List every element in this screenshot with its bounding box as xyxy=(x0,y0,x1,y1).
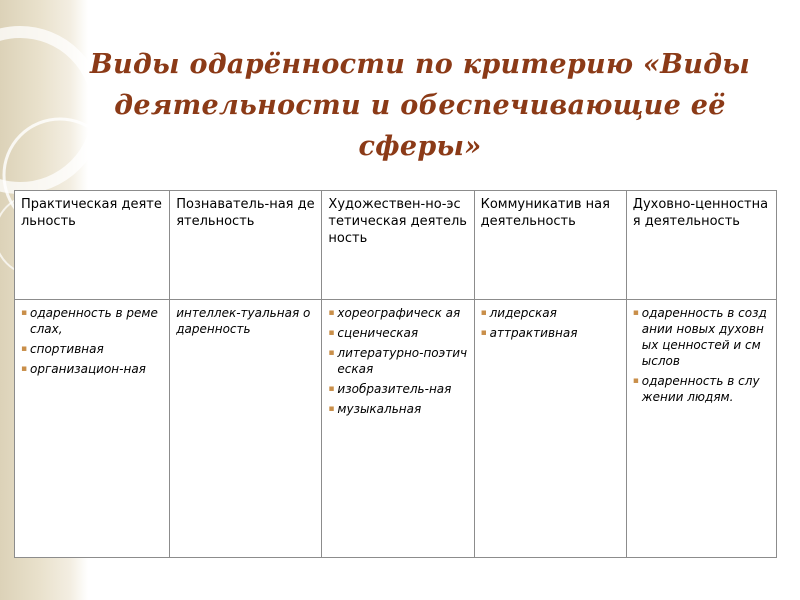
header-cell: Духовно-ценностная деятельность xyxy=(626,191,776,300)
bullet-icon: ▪ xyxy=(328,348,335,358)
list-item: ▪ лидерская xyxy=(480,306,557,320)
header-cell: Познаватель-ная деятельность xyxy=(170,191,322,300)
table-cell-communicative xyxy=(474,300,626,558)
bullet-icon: ▪ xyxy=(632,376,639,386)
list-item: ▪ организацион-ная xyxy=(21,362,146,376)
bullet-icon: ▪ xyxy=(21,344,28,354)
header-row xyxy=(15,191,777,300)
bullet-icon: ▪ xyxy=(21,364,28,374)
bullet-icon: ▪ xyxy=(328,384,335,394)
page-title: Виды одарённости по критерию «Виды деятельности и обеспечивающие её сферы» xyxy=(89,49,751,162)
bullet-icon: ▪ xyxy=(480,308,487,318)
bullet-icon: ▪ xyxy=(632,308,639,318)
list-item: интеллек-туальная одаренность xyxy=(176,306,311,336)
list-item: ▪ спортивная xyxy=(21,342,104,356)
bullet-icon: ▪ xyxy=(480,328,487,338)
table-row xyxy=(15,300,777,558)
table-cell-artistic xyxy=(322,300,474,558)
bullet-icon: ▪ xyxy=(328,404,335,414)
bullet-icon: ▪ xyxy=(328,308,335,318)
header-cell: Коммуникатив ная деятельность xyxy=(474,191,626,300)
list-item: ▪ литературно-поэтическая xyxy=(328,346,468,376)
table-cell-cognitive xyxy=(170,300,322,558)
list-item: ▪ хореографическ ая xyxy=(328,306,461,320)
header-cell: Художествен-но-эстетическая деятельность xyxy=(322,191,474,300)
bullet-icon: ▪ xyxy=(328,328,335,338)
table-cell-practical xyxy=(15,300,170,558)
header-cell: Практическая деятельность xyxy=(15,191,170,300)
list-item: ▪ музыкальная xyxy=(328,402,422,416)
giftedness-table xyxy=(14,190,777,558)
list-item: ▪ изобразитель-ная xyxy=(328,382,452,396)
list-item: ▪ одаренность в ремеслах, xyxy=(21,306,158,336)
bullet-icon: ▪ xyxy=(21,308,28,318)
list-item: ▪ сценическая xyxy=(328,326,419,340)
list-item: ▪ одаренность в служении людям. xyxy=(632,374,760,404)
table-cell-spiritual xyxy=(626,300,776,558)
list-item: ▪ одаренность в создании новых духовных ценностей и смыслов xyxy=(632,306,767,368)
list-item: ▪ аттрактивная xyxy=(480,326,578,340)
